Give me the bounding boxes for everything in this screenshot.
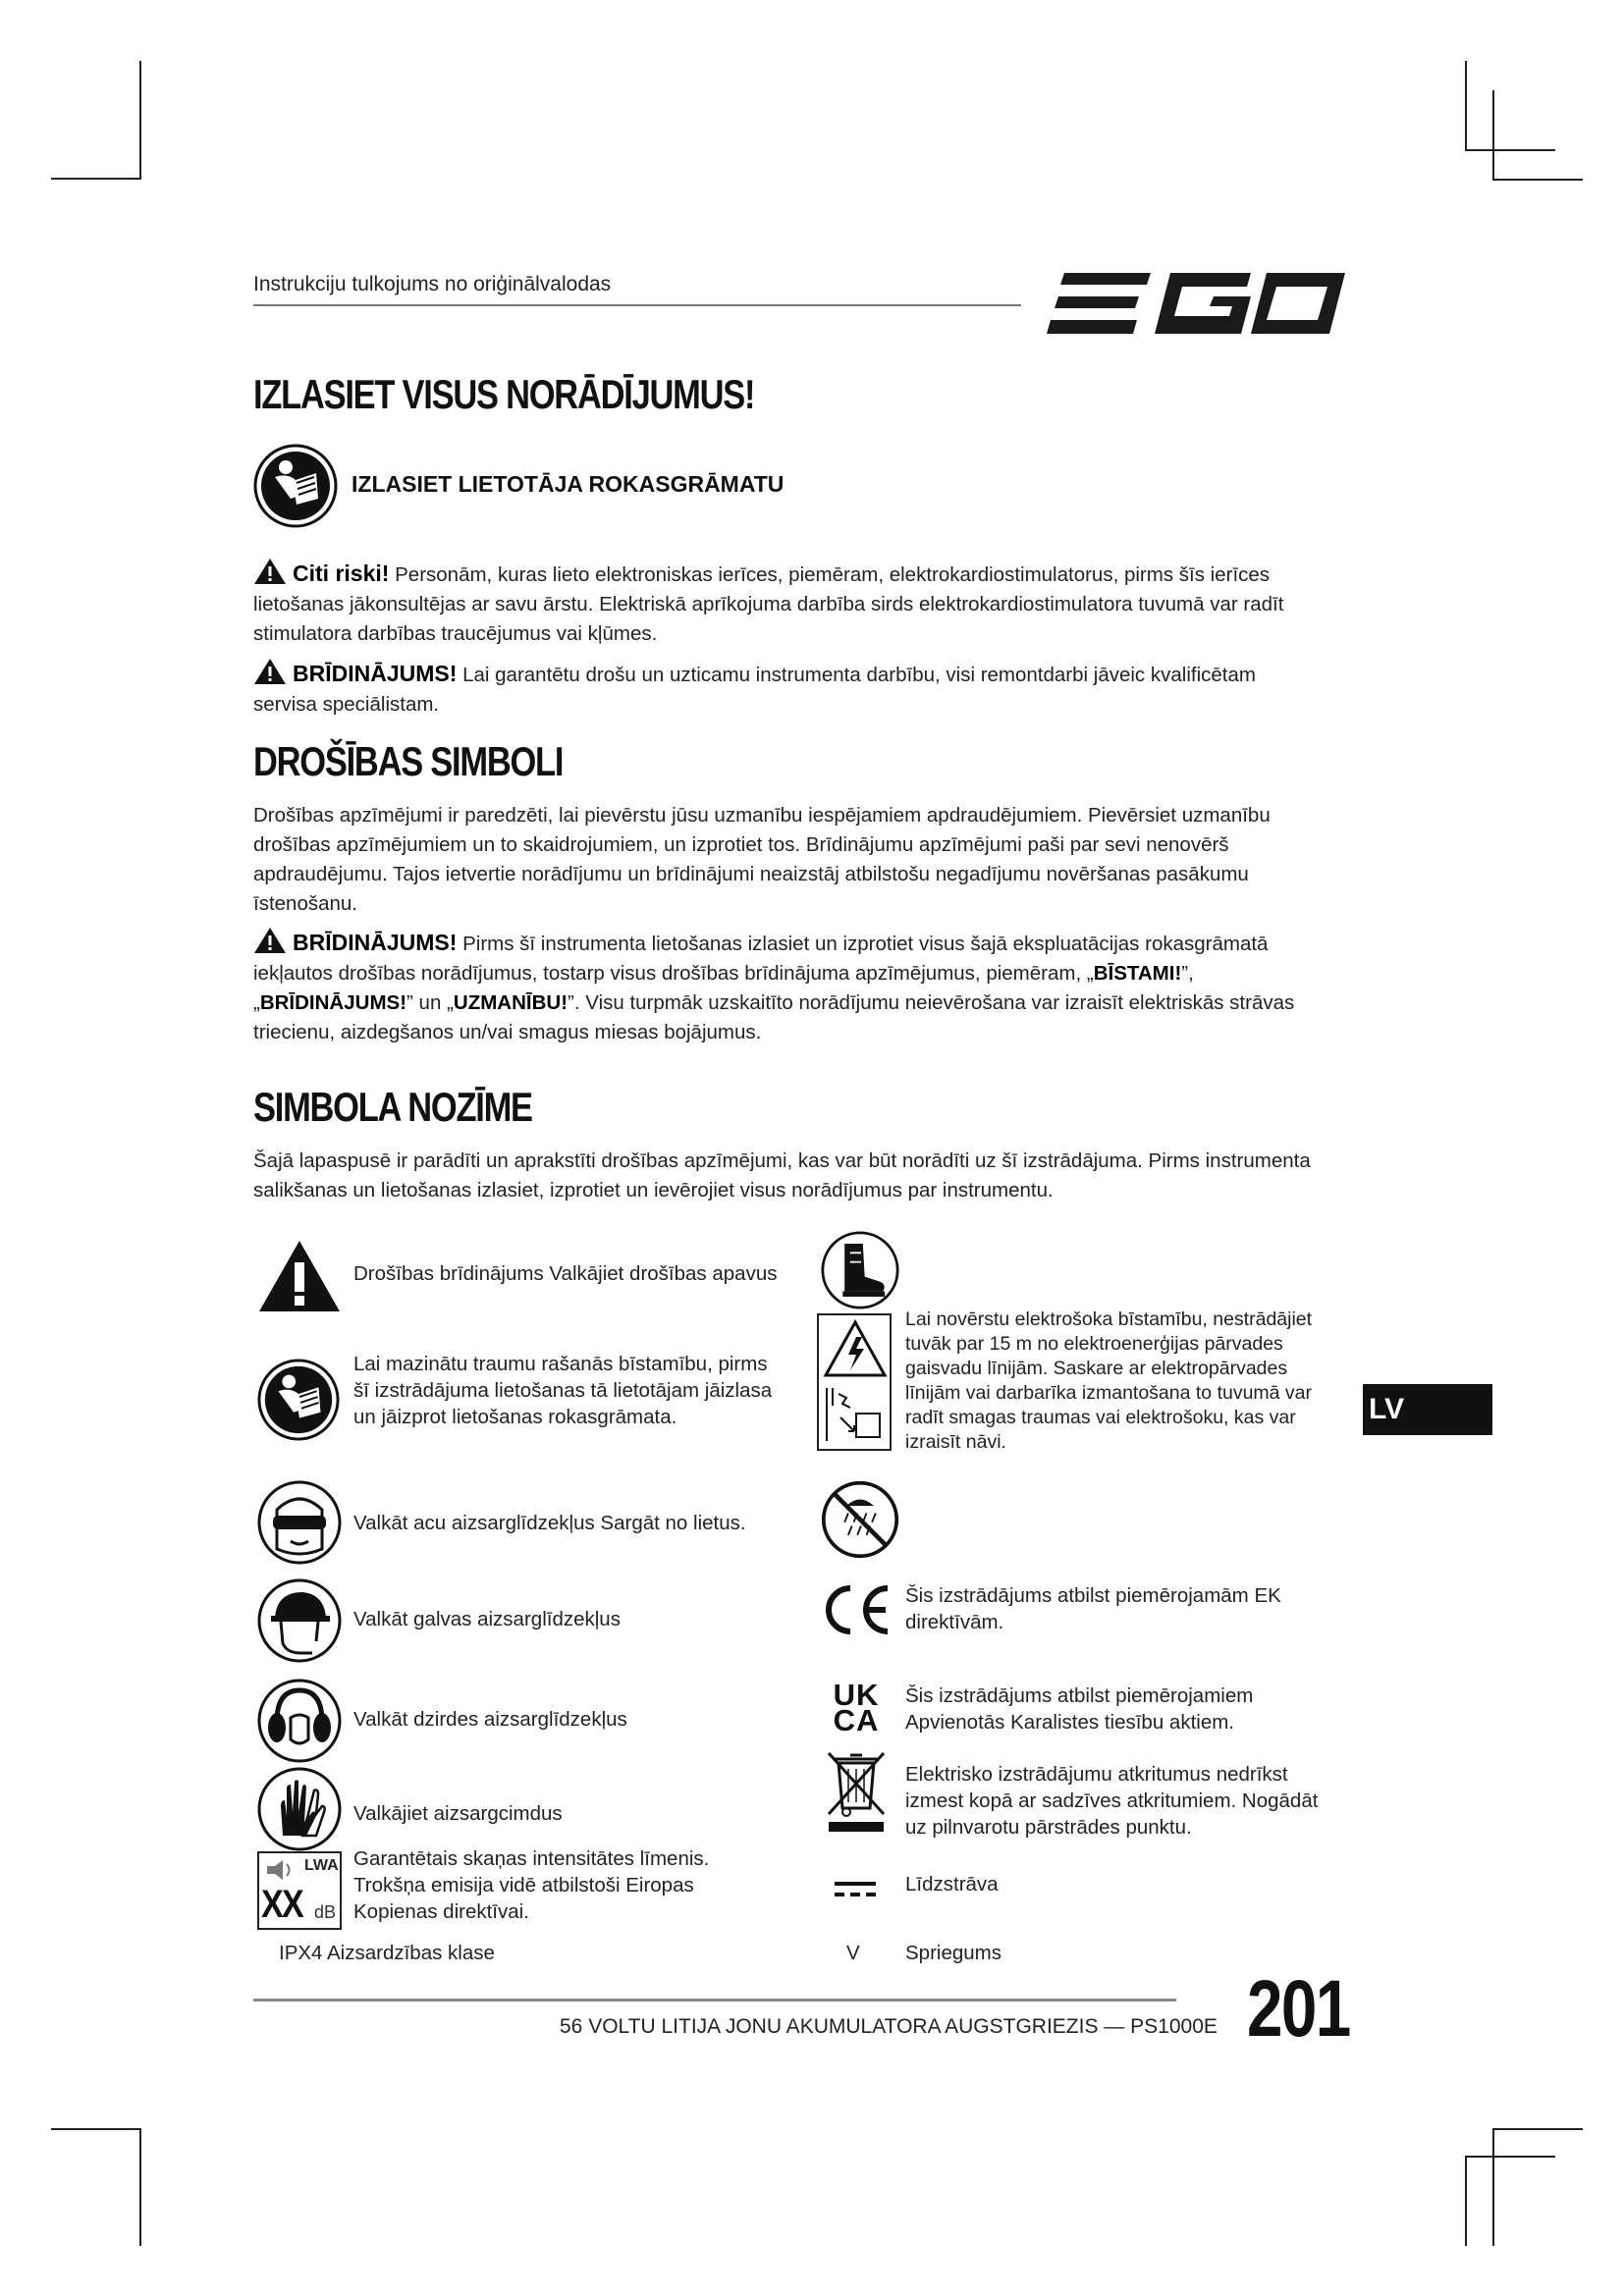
footer-title: 56 VOLTU LITIJA JONU AKUMULATORA AUGSTGRIEZIS — PS1000E — [560, 2015, 1218, 2038]
language-tab: LV — [1363, 1384, 1492, 1435]
header-title: Instrukciju tulkojums no oriģinālvalodas — [253, 273, 612, 295]
header-rule — [253, 304, 1021, 306]
symbol-text: Drošības brīdinājums Valkājiet drošības apavus — [353, 1262, 778, 1285]
symbol-text: Garantētais skaņas intensitātes līmenis. Trokšņa emisija vidē atbilstoši Eiropas Kopienas direktīvai. — [353, 1847, 710, 1923]
section-heading-safety-symbols: DROŠĪBAS SIMBOLI — [253, 738, 564, 784]
symbol-text: Lai novērstu elektrošoka bīstamību, nestrādājiet tuvāk par 15 m no elektroenerģijas pārvades gaisvadu līnijām. Saskare ar elektropārvades līnijām vai darbarīka izmantošana to tuvumā var radīt smagas traumas vai elektrošoku, kas var izraisīt nāvi. — [905, 1308, 1313, 1453]
read-before-use-lead: BRĪDINĀJUMS! — [293, 930, 458, 955]
symbol-text: Spriegums — [905, 1942, 1001, 1964]
crop-mark — [1465, 61, 1467, 151]
symbol-meaning-intro: Šajā lapaspusē ir parādīti un aprakstīti drošības apzīmējumi, kas var būt norādīti uz šī izstrādājuma. Pirms instrumenta salikšanas un lietošanas izlasiet, izprotiet un ievērojiet visus norādījumus par instrumentu. — [253, 1149, 1311, 1201]
volt-mark: V — [846, 1942, 860, 1964]
crop-mark — [1492, 90, 1494, 181]
crop-mark — [1492, 179, 1583, 181]
crop-mark — [51, 2128, 141, 2130]
crop-mark — [51, 178, 141, 180]
safety-alert-icon — [257, 1239, 342, 1313]
read-manual-icon — [253, 444, 338, 528]
ear-protection-icon — [257, 1679, 342, 1763]
crop-mark — [1492, 2128, 1583, 2130]
eye-protection-icon — [257, 1480, 342, 1565]
section-heading-read-all: IZLASIET VISUS NORĀDĪJUMUS! — [253, 371, 755, 417]
warning-triangle-icon — [253, 927, 287, 954]
other-risks-lead: Citi riski! — [293, 561, 390, 586]
read-manual-icon — [257, 1359, 340, 1441]
symbol-text: Valkājiet aizsargcimdus — [353, 1802, 563, 1825]
dc-current-icon — [833, 1879, 878, 1900]
other-risks-text: Personām, kuras lieto elektroniskas ierīces, piemēram, elektrokardiostimulatorus, pirms šīs ierīces lietošanas jākonsultējas ar savu ārstu. Elektriskā aprīkojuma darbība sirds elektrokardiostimulatora tuvumā var radīt stimulatora darbības traucējumus vai kļūmes. — [253, 563, 1284, 645]
overhead-line-distance-icon — [823, 1384, 888, 1445]
symbol-text: Šis izstrādājums atbilst piemērojamām EK direktīvām. — [905, 1584, 1281, 1633]
ego-logo — [1045, 267, 1349, 342]
symbol-text: Valkāt galvas aizsarglīdzekļus — [353, 1608, 621, 1630]
warning-triangle-icon — [253, 558, 287, 585]
repair-warning-paragraph — [253, 658, 1324, 720]
warning-text-part: ”. Visu turpmāk uzskaitīto norādījumu neievērošana var izraisīt elektriskās strāvas triecienu, aizdegšanos un/vai smagus miesas bojājumus. — [253, 991, 1295, 1043]
warning-text-part: ”, „ — [253, 962, 1194, 1014]
footer-rule — [253, 1999, 1176, 2002]
section-heading-symbol-meaning: SIMBOLA NOZĪME — [253, 1084, 532, 1130]
weee-bin-icon — [825, 1749, 888, 1834]
read-manual-label: IZLASIET LIETOTĀJA ROKASGRĀMATU — [352, 471, 785, 497]
repair-warning-text: Lai garantētu drošu un uzticamu instrumenta darbību, visi remontdarbi jāveic kvalificētam servisa speciālistam. — [253, 664, 1256, 716]
ukca-top: UK — [833, 1678, 880, 1712]
ukca-bottom: CA — [833, 1703, 880, 1737]
ukca-mark-icon — [827, 1678, 886, 1737]
keyword-danger: BĪSTAMI! — [1093, 962, 1182, 985]
warning-text-part: ” un „ — [406, 991, 454, 1014]
warning-text-part: Pirms šī instrumenta lietošanas izlasiet un izprotiet visus šajā ekspluatācijas rokasgrāmatā iekļautos drošības norādījumus, tostarp visus drošības brīdinājuma apzīmējumus, piemēram, „ — [253, 933, 1269, 985]
crop-mark — [1465, 2156, 1467, 2246]
symbol-text: Līdzstrāva — [905, 1873, 999, 1896]
crop-mark — [1465, 149, 1555, 151]
read-before-use-warning — [253, 927, 1324, 1047]
sound-power-icon — [257, 1851, 342, 1930]
symbol-text: Šis izstrādājums atbilst piemērojamiem Apvienotās Karalistes tiesību aktiem. — [905, 1684, 1254, 1734]
crop-mark — [139, 61, 141, 179]
keyword-warning: BRĪDINĀJUMS! — [259, 991, 407, 1014]
crop-mark — [139, 2128, 141, 2246]
page-number: 201 — [1247, 1964, 1350, 2054]
sound-level-value: XX — [261, 1883, 302, 1926]
symbol-text: Valkāt acu aizsarglīdzekļus Sargāt no lietus. — [353, 1512, 746, 1534]
safety-boots-icon — [821, 1231, 899, 1309]
gloves-icon — [257, 1767, 342, 1851]
no-rain-icon — [821, 1480, 899, 1559]
crop-mark — [1465, 2156, 1555, 2158]
keyword-caution: UZMANĪBU! — [453, 991, 568, 1014]
symbol-text: Elektrisko izstrādājumu atkritumus nedrīkst izmest kopā ar sadzīves atkritumiem. Nogādāt uz pilnvarotu pārstrādes punktu. — [905, 1763, 1319, 1839]
sound-level-unit: dB — [314, 1902, 337, 1922]
symbol-text: Lai mazinātu traumu rašanās bīstamību, pirms šī izstrādājuma lietošanas tā lietotājam jāizlasa un jāizprot lietošanas rokasgrāmata. — [353, 1353, 773, 1428]
repair-warning-lead: BRĪDINĀJUMS! — [293, 661, 458, 686]
power-line-hazard-icon — [817, 1313, 892, 1451]
lwa-label: LWA — [304, 1857, 339, 1874]
ce-mark-icon — [817, 1582, 895, 1637]
head-protection-icon — [257, 1578, 342, 1663]
safety-symbols-intro: Drošības apzīmējumi ir paredzēti, lai pievērstu jūsu uzmanību iespējamiem apdraudējumiem. Pievērsiet uzmanību drošības apzīmējumiem un to skaidrojumiem, un izprotiet tos. Brīdinājumu apzīmējumi paši par sevi nenovērš apdraudējumu. Tajos ietvertie norādījumu un brīdinājumi neaizstāj atbilstošu negadījumu novēršanas pasākumu īstenošanu. — [253, 804, 1271, 915]
other-risks-paragraph — [253, 558, 1324, 649]
symbol-text: Valkāt dzirdes aizsarglīdzekļus — [353, 1708, 627, 1731]
crop-mark — [1492, 2128, 1494, 2246]
ipx4-text: IPX4 Aizsardzības klase — [279, 1942, 495, 1964]
electric-hazard-triangle-icon — [823, 1319, 888, 1378]
warning-triangle-icon — [253, 658, 287, 685]
speaker-icon — [265, 1859, 295, 1881]
